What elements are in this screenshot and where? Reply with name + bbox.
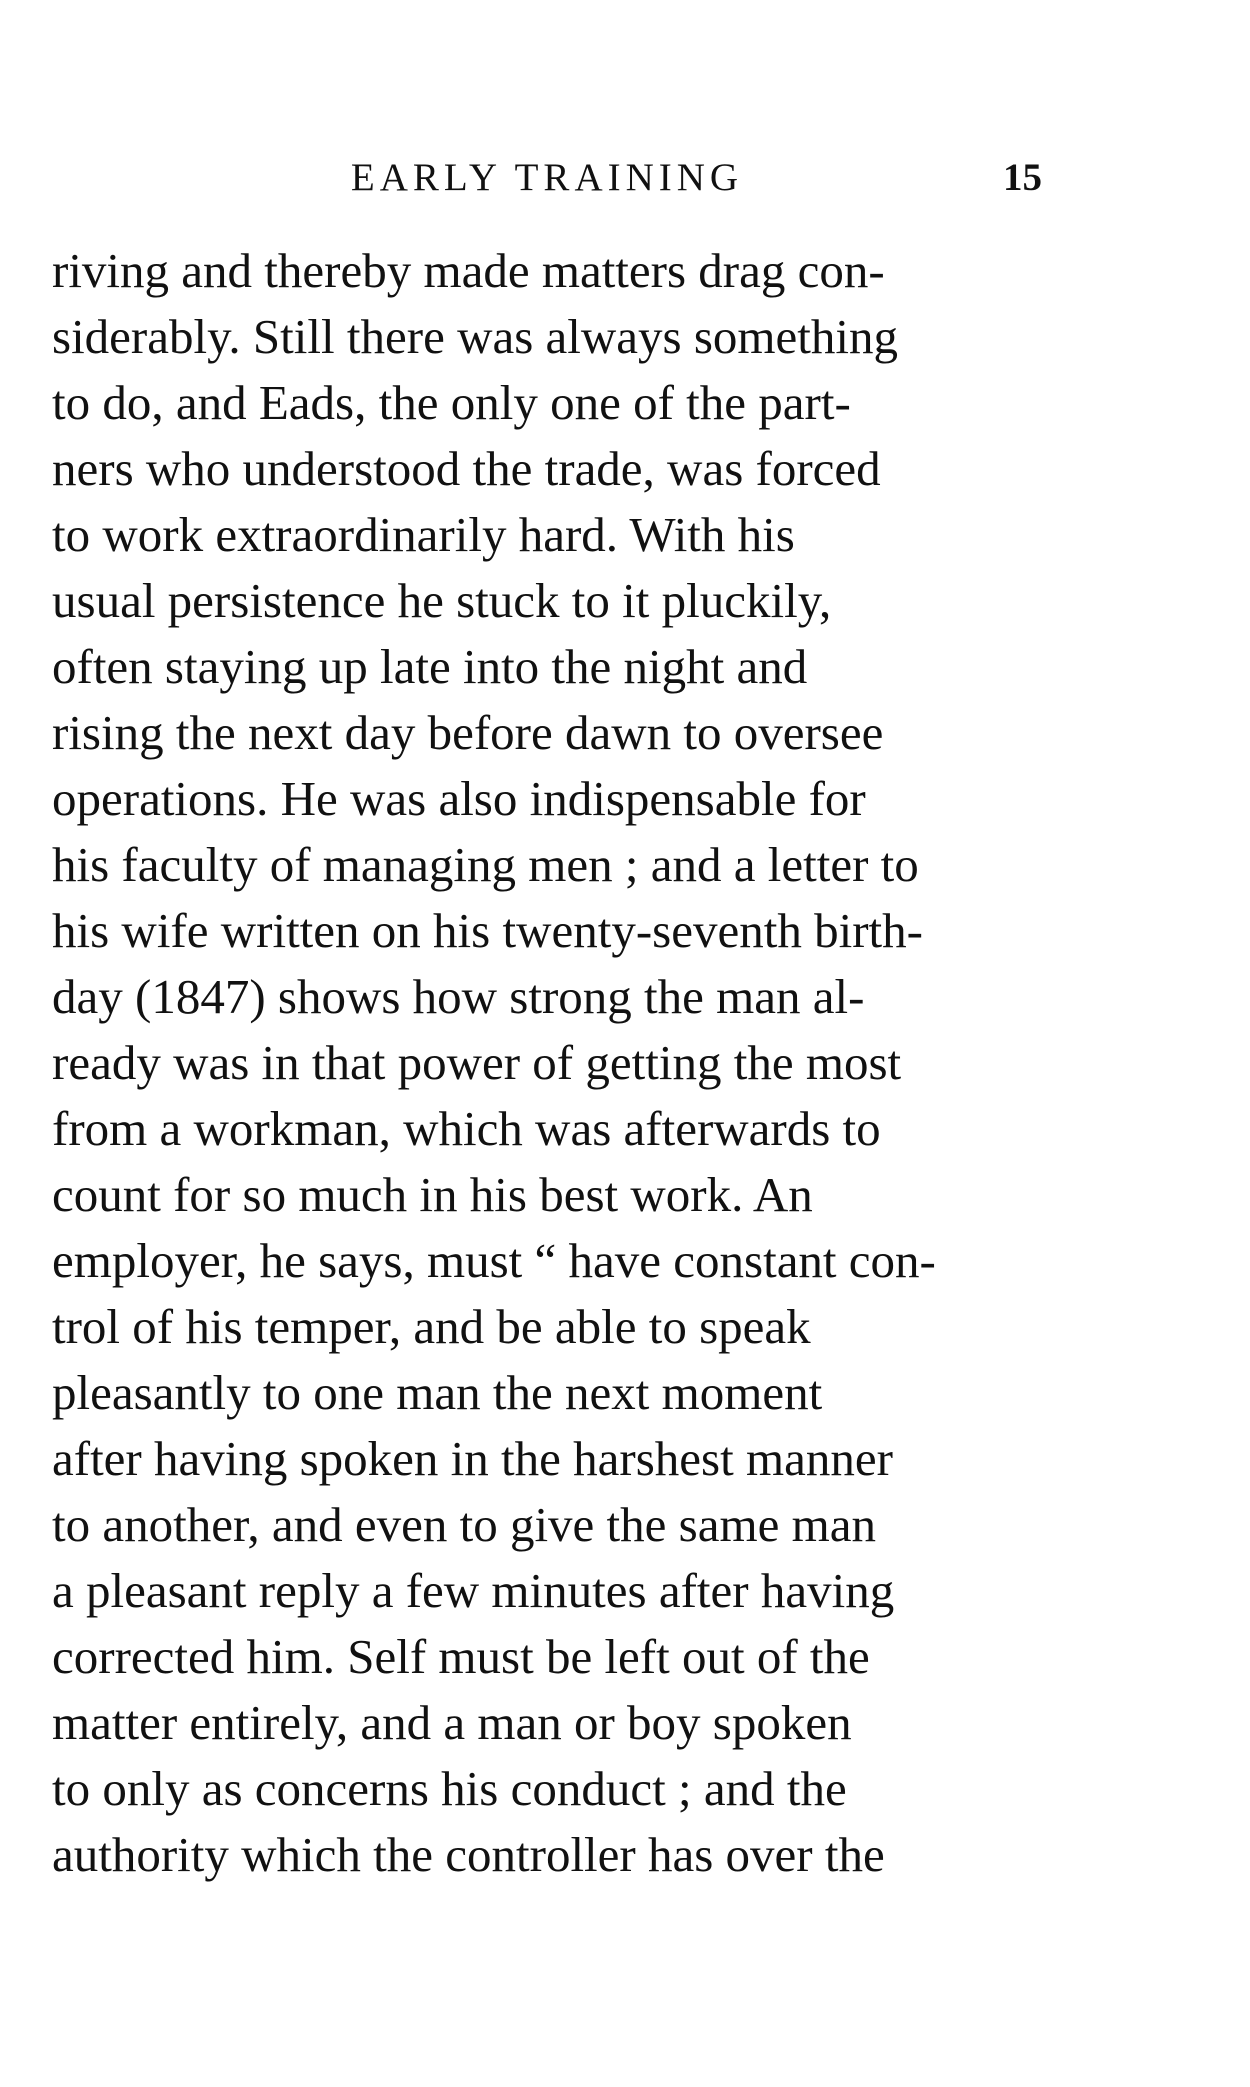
page-number: 15 xyxy=(1003,156,1042,199)
text-line: day (1847) shows how strong the man al- xyxy=(52,969,865,1024)
text-line: after having spoken in the harshest manner xyxy=(52,1431,893,1486)
text-line: to another, and even to give the same man xyxy=(52,1497,876,1552)
text-line: from a workman, which was afterwards to xyxy=(52,1101,881,1156)
running-title: EARLY TRAINING xyxy=(350,156,744,199)
text-line: to work extraordinarily hard. With his xyxy=(52,507,795,562)
text-line: ready was in that power of getting the most xyxy=(52,1035,902,1090)
text-line: corrected him. Self must be left out of the xyxy=(52,1629,870,1684)
running-head xyxy=(52,150,1042,206)
text-line: riving and thereby made matters drag con- xyxy=(52,243,885,298)
text-line: usual persistence he stuck to it pluckily, xyxy=(52,573,832,628)
body-text xyxy=(52,238,1042,1888)
text-line: siderably. Still there was always something xyxy=(52,309,898,364)
text-line: his wife written on his twenty-seventh birth- xyxy=(52,903,923,958)
text-line: employer, he says, must “ have constant con- xyxy=(52,1233,936,1288)
text-line: pleasantly to one man the next moment xyxy=(52,1365,823,1420)
text-line: operations. He was also indispensable for xyxy=(52,771,866,826)
text-line: count for so much in his best work. An xyxy=(52,1167,813,1222)
text-line: ners who understood the trade, was forced xyxy=(52,441,881,496)
text-line: to do, and Eads, the only one of the part- xyxy=(52,375,851,430)
text-line: to only as concerns his conduct ; and the xyxy=(52,1761,847,1816)
text-line: a pleasant reply a few minutes after having xyxy=(52,1563,895,1618)
text-line: matter entirely, and a man or boy spoken xyxy=(52,1695,852,1750)
text-line: his faculty of managing men ; and a letter to xyxy=(52,837,919,892)
text-line: trol of his temper, and be able to speak xyxy=(52,1299,811,1354)
text-line: authority which the controller has over the xyxy=(52,1827,885,1882)
text-line: rising the next day before dawn to oversee xyxy=(52,705,884,760)
text-line: often staying up late into the night and xyxy=(52,639,808,694)
